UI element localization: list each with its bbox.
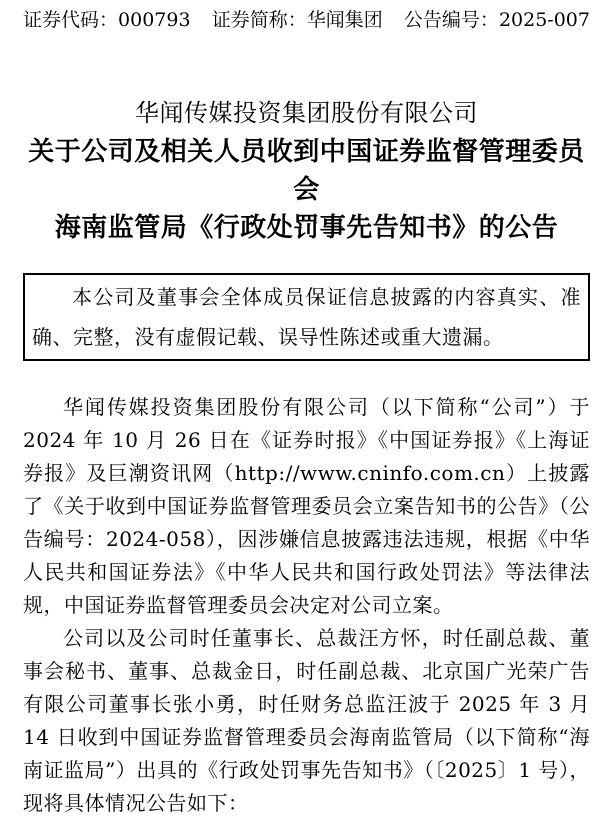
- stock-code-label: 证券代码：: [23, 9, 119, 31]
- stock-name-value: 华闻集团: [306, 9, 383, 31]
- announcement-number-label: 公告编号：: [403, 9, 499, 31]
- announcement-title-line1: 关于公司及相关人员收到中国证券监督管理委员会: [28, 137, 585, 205]
- document-header: [23, 8, 590, 32]
- stock-code-group: [23, 8, 191, 32]
- announcement-number-group: [404, 8, 590, 32]
- stock-code-value: 000793: [118, 9, 191, 31]
- body-paragraph-filing-notice: 华闻传媒投资集团股份有限公司（以下简称“公司”）于 2024 年 10 月 26 日在《证券时报》《中国证券报》《上海证券报》及巨潮资讯网（http://www.cninfo.com.cn）上披露了《关于收到中国证券监督管理委员会立案告知书的公告》（公告编号：2024-058），因涉嫌信息披露违法违规，根据《中华人民共和国证券法》《中华人民共和国行政处罚法》等法律法规，中国证券监督管理委员会决定对公司立案。: [23, 395, 590, 617]
- body-paragraph-penalty-notice: 公司以及公司时任董事长、总裁汪方怀，时任副总裁、董事会秘书、董事、总裁金日，时任副总裁、北京国广光荣广告有限公司董事长张小勇，时任财务总监汪波于 2025 年 3 月 14 日收到中国证券监督管理委员会海南监管局（以下简称“海南证监局”）出具的《行政处罚事先告知书》（〔2025〕1 号），现将具体情况公告如下：: [23, 626, 590, 815]
- stock-name-label: 证券简称：: [211, 9, 307, 31]
- announcement-number-value: 2025-007: [498, 9, 590, 31]
- announcement-body: [23, 391, 590, 820]
- disclaimer-box: 本公司及董事会全体成员保证信息披露的内容真实、准确、完整，没有虚假记载、误导性陈述或重大遗漏。: [23, 273, 590, 361]
- company-name-title: 华闻传媒投资集团股份有限公司: [135, 99, 478, 127]
- announcement-title-line2: 海南监管局《行政处罚事先告知书》的公告: [54, 213, 559, 243]
- stock-name-group: [212, 8, 383, 32]
